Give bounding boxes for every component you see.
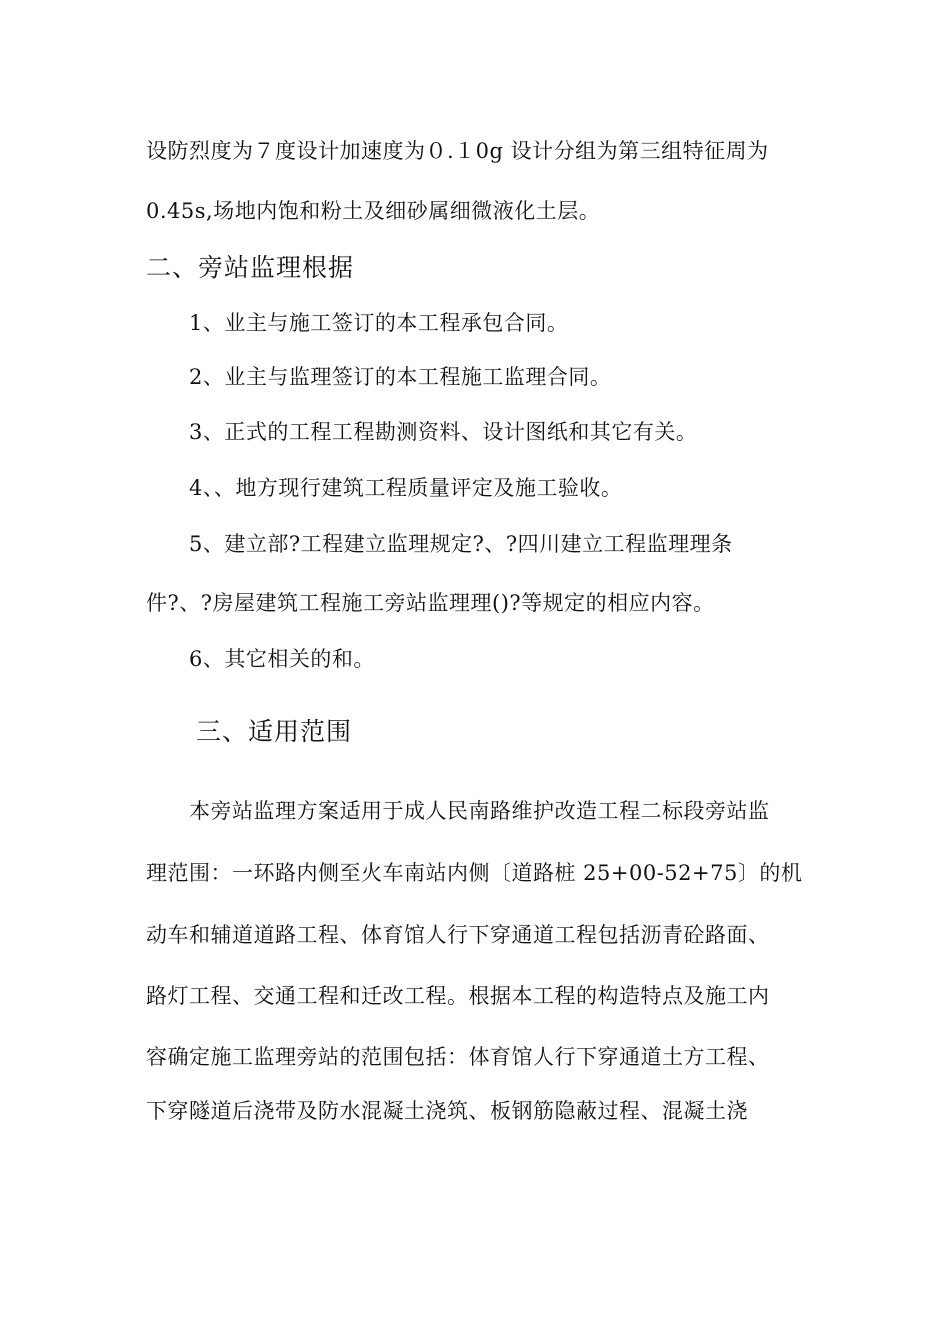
paragraph-line: 下穿隧道后浇带及防水混凝土浇筑、板钢筋隐蔽过程、混凝土浇 [146,1099,748,1123]
paragraph-line: 本旁站监理方案适用于成人民南路维护改造工程二标段旁站监 [189,799,770,823]
paragraph-line: 设防烈度为７度设计加速度为０.１0g 设计分组为第三组特征周为 [146,139,769,163]
list-item: 4、、地方现行建筑工程质量评定及施工验收。 [189,476,623,500]
list-item-continuation: 件?、?房屋建筑工程施工旁站监理理()?等规定的相应内容。 [146,591,715,615]
paragraph-line: 理范围：一环路内侧至火车南站内侧〔道路桩 25+00-52+75〕的机 [146,861,803,885]
list-item: 6、其它相关的和。 [189,647,375,671]
list-item: 3、正式的工程工程勘测资料、设计图纸和其它有关。 [189,420,698,444]
paragraph-line: 0.45s,场地内饱和粉土及细砂属细微液化土层。 [146,199,601,223]
paragraph-line: 路灯工程、交通工程和迁改工程。根据本工程的构造特点及施工内 [146,984,770,1008]
section-heading: 三、适用范围 [196,717,353,746]
paragraph-line: 动车和辅道道路工程、体育馆人行下穿通道工程包括沥青砼路面、 [146,923,770,947]
list-item: 2、业主与监理签订的本工程施工监理合同。 [189,365,612,389]
paragraph-line: 容确定施工监理旁站的范围包括：体育馆人行下穿通道土方工程、 [146,1045,770,1069]
list-item: 1、业主与施工签订的本工程承包合同。 [189,311,569,335]
section-heading: 二、旁站监理根据 [146,253,355,282]
list-item: 5、建立部?工程建立监理规定?、?四川建立工程监理理条 [189,532,733,556]
